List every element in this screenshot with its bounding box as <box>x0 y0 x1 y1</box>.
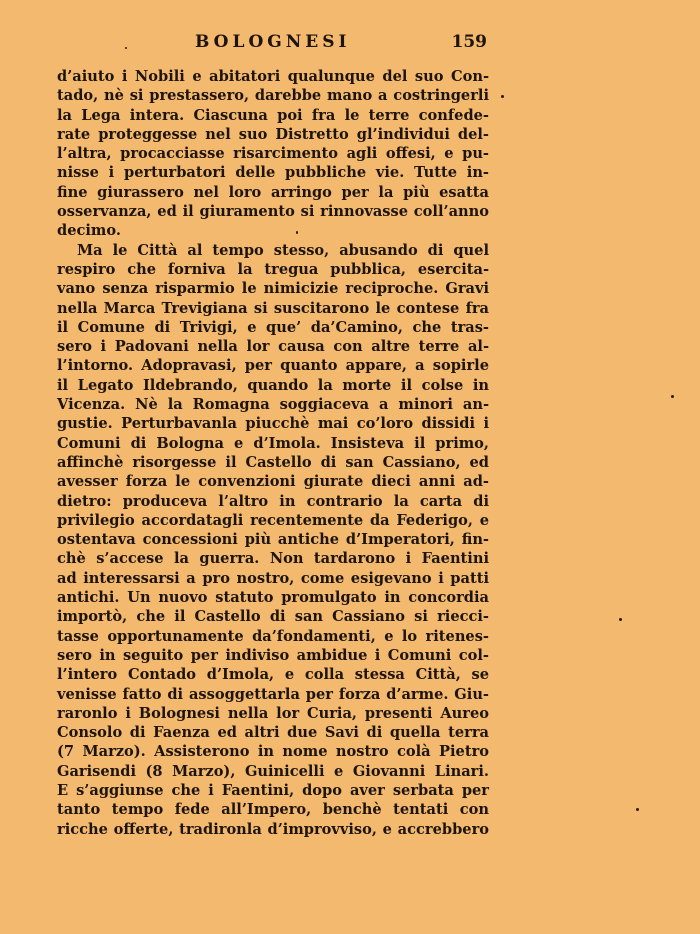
text-line: raronlo i Bolognesi nella lor Curia, presenti Aureo <box>57 704 489 722</box>
ink-speck <box>296 231 298 234</box>
text-line: l’intorno. Adopravasi, per quanto appare, a sopirle <box>57 357 489 375</box>
text-line: chè s’accese la guerra. Non tardarono i Faentini <box>57 550 489 568</box>
ink-speck <box>501 95 504 98</box>
text-line: rate proteggesse nel suo Distretto gl’individui del- <box>57 125 489 143</box>
text-line: nella Marca Trevigiana si suscitarono le contese fra <box>57 299 489 317</box>
text-line: Ma le Città al tempo stesso, abusando di quel <box>77 241 489 259</box>
page-number: 159 <box>451 32 487 52</box>
text-line: l’intero Contado d’Imola, e colla stessa Città, se <box>57 666 489 684</box>
text-line: E s’aggiunse che i Faentini, dopo aver serbata per <box>57 781 489 799</box>
ink-speck <box>125 47 127 49</box>
text-line: vano senza risparmio le nimicizie reciproche. Gravi <box>57 280 489 298</box>
text-line: sero i Padovani nella lor causa con altre terre al- <box>57 338 489 356</box>
text-line: sero in seguito per indiviso ambidue i Comuni col- <box>57 646 489 664</box>
body-text <box>57 67 489 839</box>
text-line: privilegio accordatagli recentemente da Federigo, e <box>57 511 489 529</box>
text-line: (7 Marzo). Assisterono in nome nostro colà Pietro <box>57 743 489 761</box>
text-line: respiro che forniva la tregua pubblica, esercita- <box>57 260 489 278</box>
text-line: Garisendi (8 Marzo), Guinicelli e Giovanni Linari. <box>57 762 489 780</box>
running-head: BOLOGNESI <box>195 32 351 52</box>
text-line: gustie. Perturbavanla piucchè mai co’loro dissidi i <box>57 415 489 433</box>
text-line: Vicenza. Nè la Romagna soggiaceva a minori an- <box>57 396 489 414</box>
text-line: ricche offerte, tradironla d’improvviso, e accrebbero <box>57 820 489 838</box>
text-line: tanto tempo fede all’Impero, benchè tentati con <box>57 801 489 819</box>
text-line: tado, nè si prestassero, darebbe mano a costringerli <box>57 87 489 105</box>
ink-speck <box>636 808 639 811</box>
text-line: l’altra, procacciasse risarcimento agli offesi, e pu- <box>57 145 489 163</box>
text-line: il Legato Ildebrando, quando la morte il colse in <box>57 376 489 394</box>
page-header <box>57 28 489 58</box>
text-line: avesser forza le convenzioni giurate dieci anni ad- <box>57 473 489 491</box>
text-line: Comuni di Bologna e d’Imola. Insisteva il primo, <box>57 434 489 452</box>
text-line: importò, che il Castello di san Cassiano si riecci- <box>57 608 489 626</box>
text-line: dietro: produceva l’altro in contrario la carta di <box>57 492 489 510</box>
text-line: ad interessarsi a pro nostro, come esigevano i patti <box>57 569 489 587</box>
text-line: la Lega intera. Ciascuna poi fra le terre confede- <box>57 106 489 124</box>
text-line: tasse opportunamente da’fondamenti, e lo ritenes- <box>57 627 489 645</box>
ink-speck <box>619 618 622 621</box>
book-page <box>57 28 489 839</box>
ink-speck <box>671 395 674 398</box>
text-line: nisse i perturbatori delle pubbliche vie. Tutte in- <box>57 164 489 182</box>
text-line: affinchè risorgesse il Castello di san Cassiano, ed <box>57 453 489 471</box>
text-line: decimo. <box>57 222 121 240</box>
text-line: antichi. Un nuovo statuto promulgato in concordia <box>57 589 489 607</box>
text-line: ostentava concessioni più antiche d’Imperatori, fin- <box>57 531 489 549</box>
text-line: venisse fatto di assoggettarla per forza d’arme. Giu- <box>57 685 489 703</box>
text-line: il Comune di Trivigi, e que’ da’Camino, che tras- <box>57 318 489 336</box>
text-line: osservanza, ed il giuramento si rinnovasse coll’anno <box>57 203 489 221</box>
text-line: fine giurassero nel loro arringo per la più esatta <box>57 183 489 201</box>
text-line: Consolo di Faenza ed altri due Savi di quella terra <box>57 724 489 742</box>
text-line: d’aiuto i Nobili e abitatori qualunque del suo Con- <box>57 68 489 85</box>
